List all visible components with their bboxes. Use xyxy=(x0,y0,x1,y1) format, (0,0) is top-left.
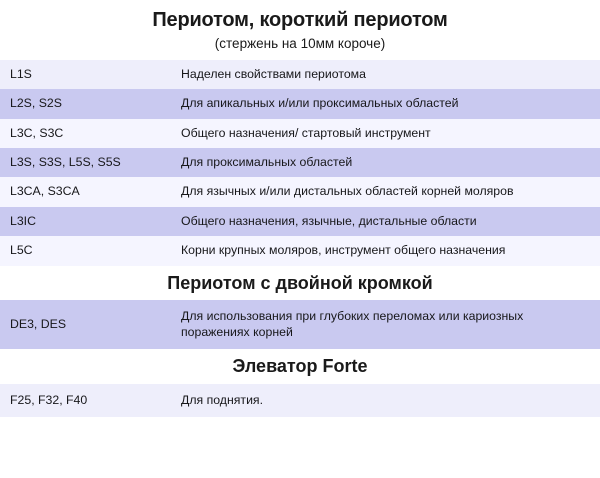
row-code: L3C, S3C xyxy=(0,119,171,148)
row-code: L1S xyxy=(0,60,171,89)
table-row xyxy=(0,60,600,89)
table-row xyxy=(0,236,600,265)
row-description: Для язычных и/или дистальных областей корней моляров xyxy=(171,177,600,206)
row-description: Общего назначения/ стартовый инструмент xyxy=(171,119,600,148)
table-row xyxy=(0,119,600,148)
row-description: Корни крупных моляров, инструмент общего назначения xyxy=(171,236,600,265)
row-description: Для использования при глубоких переломах или кариозных поражениях корней xyxy=(171,300,600,349)
page-title: Периотом, короткий периотом xyxy=(152,9,448,31)
row-description: Для поднятия. xyxy=(171,384,600,417)
row-code: DE3, DES xyxy=(0,300,171,349)
section-title-elevator-forte: Элеватор Forte xyxy=(232,355,368,376)
row-code: L5C xyxy=(0,236,171,265)
table-row xyxy=(0,300,600,349)
table-row xyxy=(0,207,600,236)
row-code: L3IC xyxy=(0,207,171,236)
table-row xyxy=(0,177,600,206)
row-description: Общего назначения, язычные, дистальные области xyxy=(171,207,600,236)
table-row xyxy=(0,148,600,177)
double-edge-table xyxy=(0,300,600,349)
row-description: Для апикальных и/или проксимальных областей xyxy=(171,89,600,118)
periotome-table xyxy=(0,60,600,266)
row-code: L3S, S3S, L5S, S5S xyxy=(0,148,171,177)
row-description: Для проксимальных областей xyxy=(171,148,600,177)
table-row xyxy=(0,89,600,118)
section-title-double-edge: Периотом с двойной кромкой xyxy=(167,272,433,293)
elevator-forte-table xyxy=(0,384,600,417)
row-code: L2S, S2S xyxy=(0,89,171,118)
page-subtitle: (стержень на 10мм короче) xyxy=(214,36,386,51)
row-code: F25, F32, F40 xyxy=(0,384,171,417)
table-row xyxy=(0,384,600,417)
row-code: L3CA, S3CA xyxy=(0,177,171,206)
row-description: Наделен свойствами периотома xyxy=(171,60,600,89)
